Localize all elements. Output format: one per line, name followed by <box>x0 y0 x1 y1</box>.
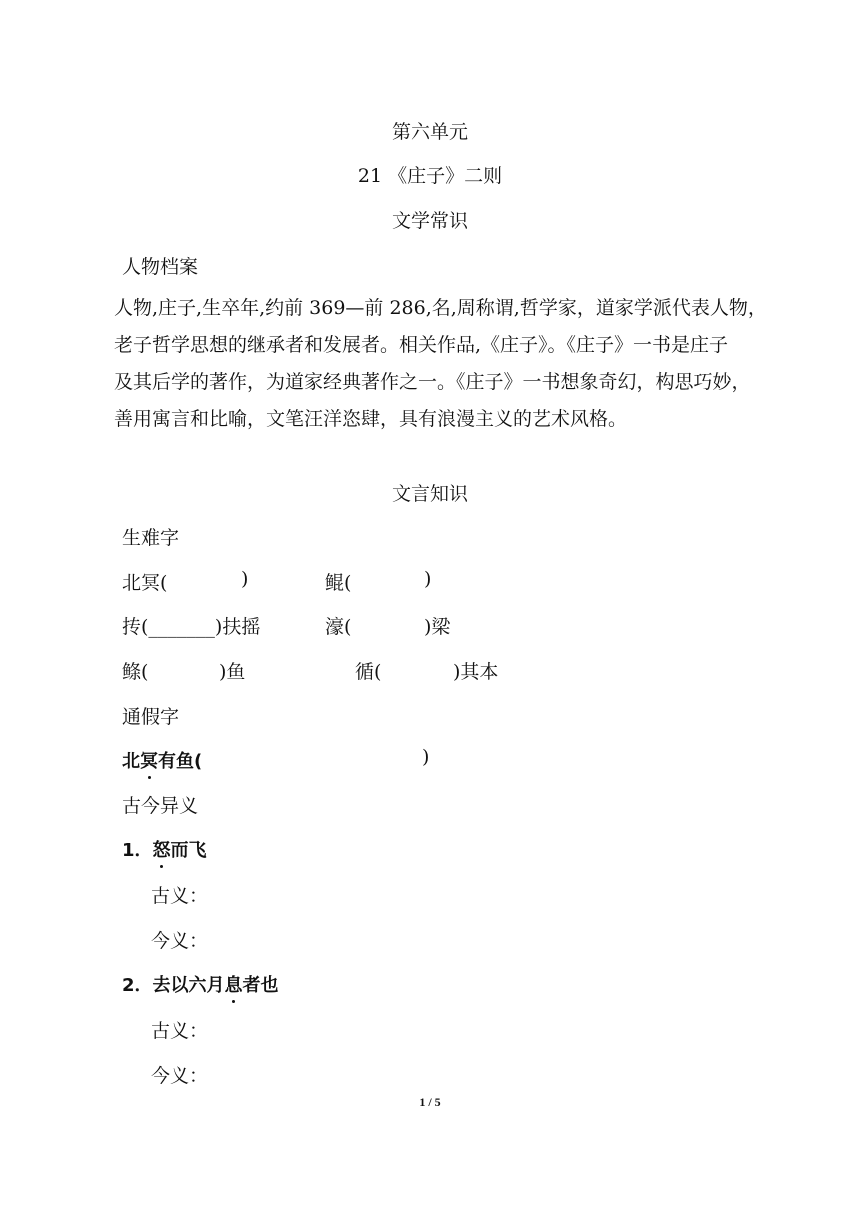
gujin-item-2-modern: 今义： <box>151 1065 209 1087</box>
gujin-heading: 古今异义 <box>122 795 199 817</box>
rare-char-xun-close: )其本 <box>453 661 499 683</box>
section-classical-heading: 文言知识 <box>391 483 468 505</box>
rare-char-tiao: 鲦( <box>122 661 149 683</box>
tongjia-item: 北冥有鱼( <box>122 747 202 773</box>
rare-char-kun-close: ) <box>424 568 432 590</box>
profile-line: 人物,庄子,生卒年,约前 369—前 286,名,周称谓,哲学家，道家学派代表人物， <box>114 297 767 319</box>
rare-char-hao: 濠( <box>325 616 352 638</box>
profile-line: 及其后学的著作，为道家经典著作之一。《庄子》一书想象奇幻，构思巧妙， <box>114 371 751 393</box>
emphasis-dot-char: 冥 <box>140 747 158 773</box>
rare-char-xun: 循( <box>355 661 382 683</box>
rare-char-tiao-close: )鱼 <box>219 661 246 683</box>
gujin-item-2-ancient: 古义： <box>151 1020 209 1042</box>
profile-line: 老子哲学思想的继承者和发展者。相关作品,《庄子》。《庄子》一书是庄子 <box>114 334 729 356</box>
page-number: 1 / 5 <box>419 1095 441 1109</box>
rare-char-kun: 鲲( <box>325 572 352 594</box>
emphasis-dot-char: 怒 <box>153 836 171 862</box>
lesson-title: 21 《庄子》二则 <box>357 165 503 187</box>
gujin-item-1-modern: 今义： <box>151 930 209 952</box>
rare-char-beiming-close: ) <box>241 568 249 590</box>
emphasis-dot-char: 息 <box>225 971 243 997</box>
gujin-item-1: 1．怒而飞 <box>122 836 207 862</box>
unit-title: 第六单元 <box>391 121 468 143</box>
rare-char-hao-close: )梁 <box>424 616 451 638</box>
profile-heading: 人物档案 <box>122 256 199 278</box>
rare-chars-heading: 生难字 <box>122 527 180 549</box>
section-literary-heading: 文学常识 <box>391 210 468 232</box>
tongjia-item-close: ) <box>422 746 430 768</box>
profile-paragraph <box>114 290 784 438</box>
rare-char-beiming: 北冥( <box>122 572 168 594</box>
profile-line: 善用寓言和比喻，文笔汪洋恣肆，具有浪漫主义的艺术风格。 <box>114 408 628 430</box>
gujin-item-1-ancient: 古义： <box>151 885 209 907</box>
gujin-item-2: 2．去以六月息者也 <box>122 971 279 997</box>
rare-char-tuan: 抟(_______)扶摇 <box>122 616 261 638</box>
tongjia-heading: 通假字 <box>122 706 180 728</box>
